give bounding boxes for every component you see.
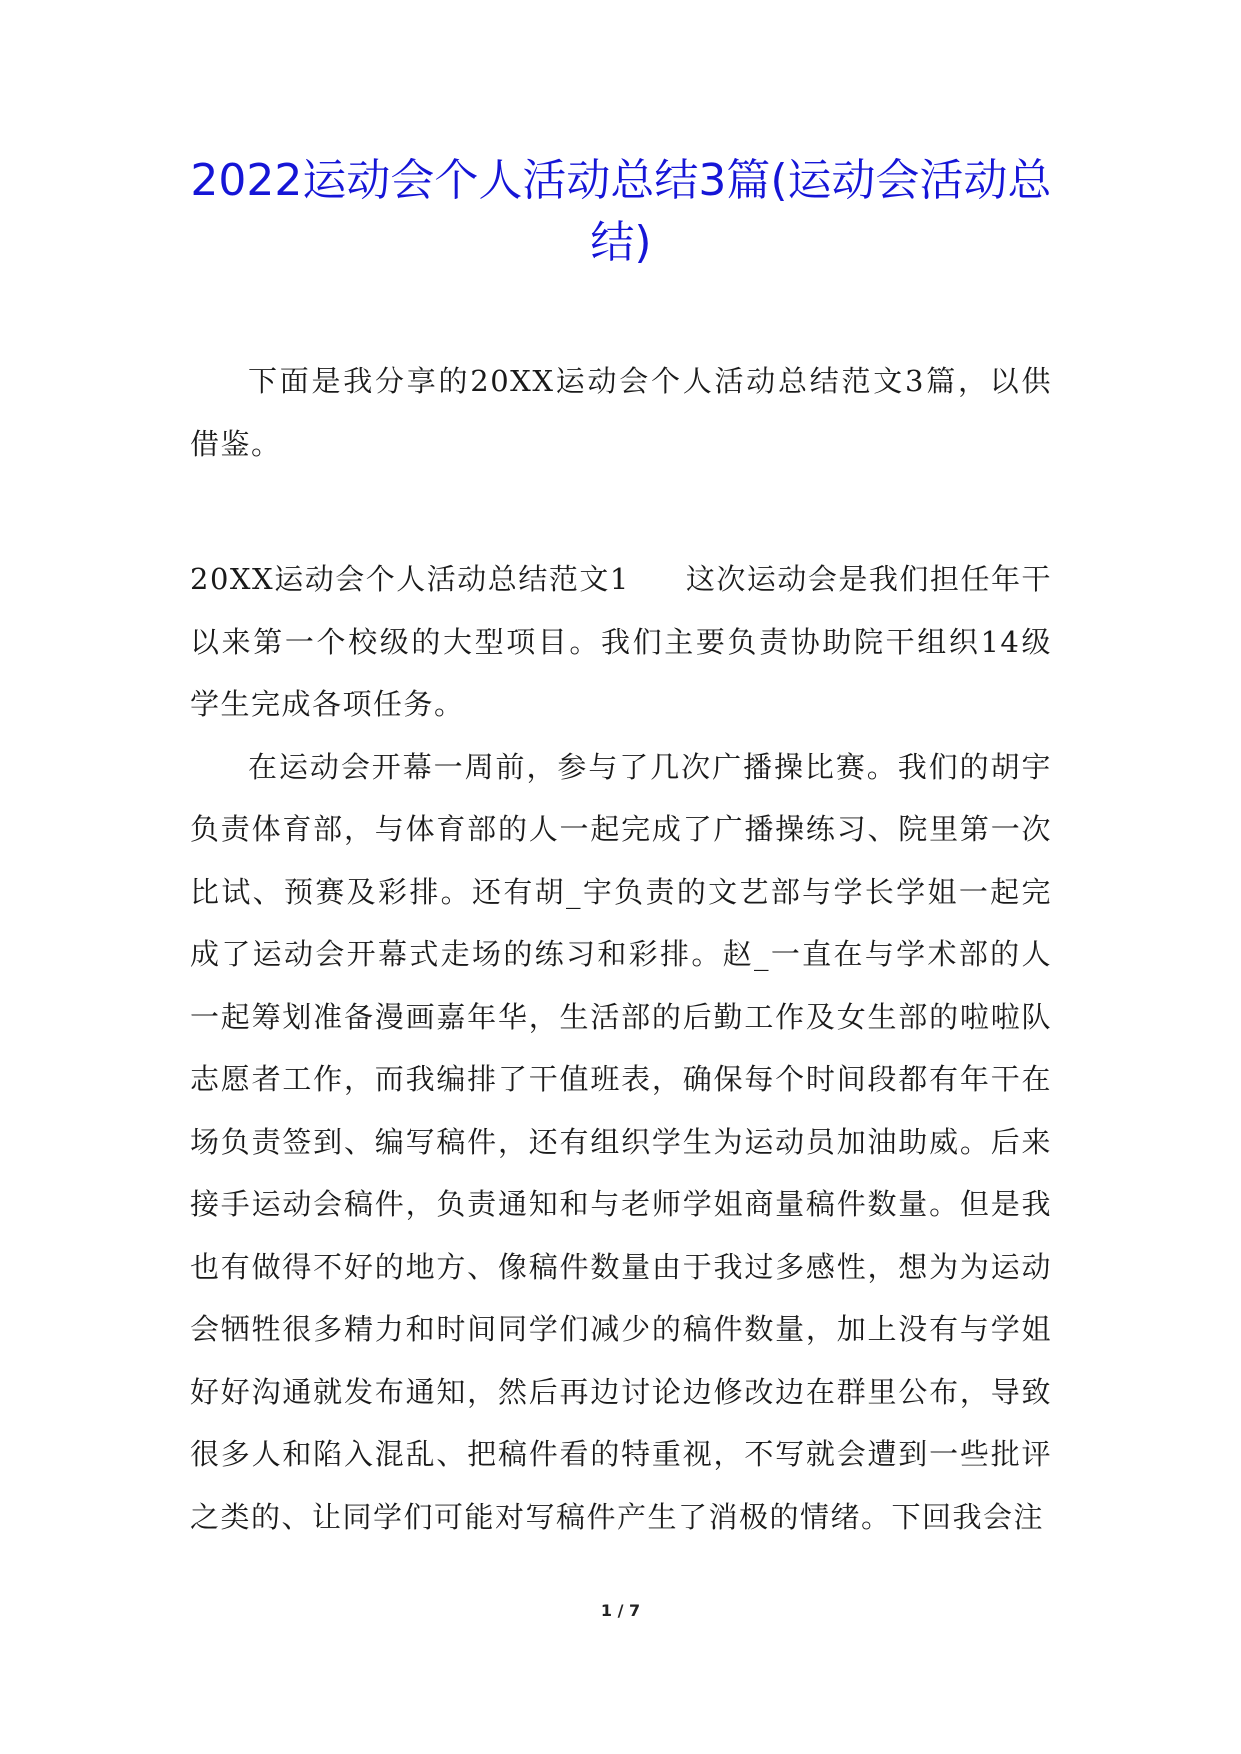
document-body xyxy=(190,548,1052,1548)
document-title: 2022运动会个人活动总结3篇(运动会活动总结) xyxy=(190,155,1052,268)
intro-text: 下面是我分享的20XX运动会个人活动总结范文3篇，以供借鉴。 xyxy=(190,364,1052,461)
section-heading: 20XX运动会个人活动总结范文1 xyxy=(190,562,630,596)
section-1-first-paragraph xyxy=(190,548,1052,736)
paragraph-1: 这次运动会是我们担任年干以来第一个校级的大型项目。我们主要负责协助院干组织14级学生完成各项任务。 xyxy=(190,562,1052,721)
paragraph-2: 在运动会开幕一周前，参与了几次广播操比赛。我们的胡宇负责体育部，与体育部的人一起完成了广播操练习、院里第一次比试、预赛及彩排。还有胡_宇负责的文艺部与学长学姐一起完成了运动会开幕式走场的练习和彩排。赵_一直在与学术部的人一起筹划准备漫画嘉年华，生活部的后勤工作及女生部的啦啦队志愿者工作，而我编排了干值班表，确保每个时间段都有年干在场负责签到、编写稿件，还有组织学生为运动员加油助威。后来接手运动会稿件，负责通知和与老师学姐商量稿件数量。但是我也有做得不好的地方、像稿件数量由于我过多感性，想为为运动会牺牲很多精力和时间同学们减少的稿件数量，加上没有与学姐好好沟通就发布通知，然后再边讨论边修改边在群里公布，导致很多人和陷入混乱、把稿件看的特重视，不写就会遭到一些批评之类的、让同学们可能对写稿件产生了消极的情绪。下回我会注 xyxy=(190,749,1052,1534)
page-number: 1 / 7 xyxy=(600,1601,641,1620)
intro-paragraph xyxy=(190,350,1052,475)
